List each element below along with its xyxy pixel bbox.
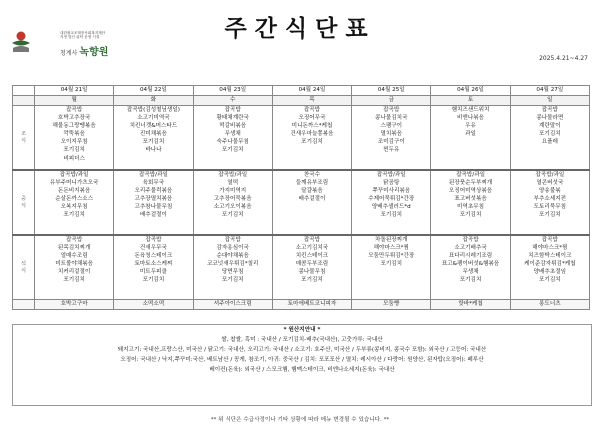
- menu-item: 잡곡밥: [303, 107, 321, 113]
- menu-cell: [114, 170, 193, 235]
- menu-item: 돈육청스테이크: [134, 253, 173, 260]
- menu-item: 해물동그랑땡볶음: [52, 123, 96, 130]
- menu-item: 포기김치: [63, 147, 85, 154]
- menu-item: 돈돈비지볶음: [57, 188, 91, 195]
- weekday-cell: 토: [431, 96, 510, 106]
- menu-item: 건새우마늘쫑볶음: [290, 131, 334, 138]
- meal-label-char: 석: [20, 260, 26, 267]
- menu-item: 포기김치: [142, 277, 165, 284]
- menu-item: 해야마스크*찜: [532, 245, 568, 252]
- menu-item: 비엔나볶음: [457, 115, 485, 122]
- date-cell: 04월 23일: [193, 86, 272, 96]
- menu-item: 계란말이: [539, 123, 561, 130]
- menu-item: 포기김치: [301, 139, 323, 146]
- menu-item: 양배추샐러드*d: [371, 204, 411, 211]
- menu-cell: [35, 170, 114, 235]
- menu-item: 표고버섯볶음: [454, 196, 487, 203]
- snack-cell: 셔주아이스크림: [193, 300, 272, 310]
- menu-item: 된목김치찌개: [57, 245, 91, 252]
- menu-item: 포기김치: [63, 212, 85, 219]
- menu-item: 도토리묵무침: [533, 204, 567, 211]
- menu-item: 포기김치: [221, 277, 244, 284]
- menu-item: 토마토소스케찌: [134, 261, 173, 268]
- menu-item: 우유: [465, 123, 476, 130]
- menu-item: 고추장멸치볶음: [134, 196, 173, 203]
- menu-item: 당면무침: [221, 269, 244, 276]
- menu-cell: [352, 170, 431, 235]
- meal-label: [13, 170, 35, 235]
- snack-cell: 호박고구마: [35, 300, 114, 310]
- menu-item: 케이준감자튀김*케첩: [524, 261, 576, 268]
- meal-label-char: 식: [20, 202, 26, 209]
- facility-name: 청계사 녹향원: [60, 47, 109, 58]
- menu-cell: [272, 170, 351, 235]
- date-cell: 04월 22일: [114, 86, 193, 96]
- menu-item: 양배추초절임: [533, 269, 567, 276]
- menu-item: 잡곡밥: [383, 107, 400, 113]
- menu-item: 오징어무국: [298, 115, 326, 122]
- menu-cell: [35, 106, 114, 171]
- snack-row: [13, 300, 590, 310]
- menu-item: 콩나물라면: [536, 115, 564, 122]
- menu-cell: [114, 235, 193, 300]
- lotus-logo-icon: [10, 30, 32, 54]
- menu-item: 잡곡밥/과일: [59, 172, 89, 178]
- menu-cell: [352, 106, 431, 171]
- menu-cell: [35, 235, 114, 300]
- menu-cell: [510, 170, 589, 235]
- menu-item: 미니돈까스*케첩: [291, 123, 333, 130]
- menu-item: 잡곡밥/과일: [535, 172, 565, 178]
- menu-item: 바나나: [145, 147, 162, 154]
- menu-cell: [352, 235, 431, 300]
- menu-item: 소고기오이볶음: [213, 204, 252, 211]
- menu-item: 콩나물무침: [298, 269, 326, 276]
- menu-item: 오리주물럭볶음: [134, 188, 173, 195]
- menu-item: 잡곡밥/과일: [138, 172, 168, 178]
- meal-row: [13, 170, 590, 235]
- snack-cell: 롱도너츠: [510, 300, 589, 310]
- menu-item: 포기김치: [459, 277, 482, 284]
- menu-item: 진미채볶음: [139, 131, 167, 138]
- corner-cell: [13, 96, 35, 106]
- weekday-cell: 수: [193, 96, 272, 106]
- menu-item: 잡곡밥: [66, 237, 83, 243]
- menu-item: 오복지무침: [60, 204, 88, 211]
- menu-item: 잡곡밥: [145, 237, 162, 243]
- menu-item: 오징어미역상볶음: [448, 188, 493, 195]
- organization-name: 대한불교조계종사회복지재단 지정 법인 위탁 운영 시설: [60, 31, 106, 40]
- origin-info-box: [12, 324, 592, 406]
- menu-item: 치킨스테이크: [295, 253, 329, 260]
- menu-item: 잡곡밥: [303, 237, 321, 243]
- menu-item: 배추겉절이: [298, 196, 326, 203]
- meal-label-char: 중: [20, 195, 26, 202]
- menu-item: 코코넛새우튀김*칠리: [206, 261, 259, 268]
- menu-item: 잡곡밥: [66, 107, 83, 113]
- menu-item: 오이지무침: [60, 139, 88, 146]
- origin-line: 쌀, 찹쌀, 흑미 : 국내산 / 포기김치-배추(국내산), 고춧가루: 국내산: [221, 337, 383, 343]
- menu-item: 부추소세지전: [533, 196, 567, 203]
- meal-label-char: 식: [20, 137, 26, 144]
- menu-item: 포기김치: [301, 277, 323, 284]
- menu-item: 얼매수조림: [60, 253, 88, 260]
- menu-cell: [193, 170, 272, 235]
- menu-item: 소고기미역국: [137, 115, 170, 122]
- menu-item: 잡곡밥: [224, 107, 241, 113]
- menu-item: 숙주나물무침: [216, 139, 249, 146]
- menu-period: 2025.4.21~4.27: [539, 55, 588, 62]
- menu-item: 포기김치: [539, 212, 561, 219]
- menu-item: 표고&팽이버섯&햄볶음: [441, 261, 500, 268]
- menu-item: 치킨너겟&머스타드: [129, 123, 178, 130]
- facility-logo: [10, 30, 150, 56]
- menu-cell: [510, 235, 589, 300]
- weekday-cell: 일: [510, 96, 589, 106]
- menu-item: 감자옹심이국: [216, 245, 249, 252]
- menu-item: 잡곡밥/과일: [218, 172, 248, 178]
- menu-item: 매콤두부조림: [295, 261, 329, 268]
- menu-item: 수제어묵튀김*간장: [368, 196, 415, 203]
- menu-item: 포기김치: [63, 277, 85, 284]
- weekday-cell: 목: [272, 96, 351, 106]
- menu-item: 잡곡밥: [541, 237, 558, 243]
- date-cell: 04월 25일: [352, 86, 431, 96]
- menu-item: 포기김치: [221, 212, 244, 219]
- menu-item: 햄치즈샌드위치: [451, 107, 490, 113]
- menu-item: 달걀볶음: [301, 188, 323, 195]
- menu-item: 무생채: [224, 131, 241, 138]
- origin-line: 돼지고기: 국내산,프랑스산, 미국산 / 닭고기: 국내산, 오리고기: 국내산 / 소고기: 호주산, 미국산 / 두부류(콩비지, 콩국수 포함): 외국산 / 고등어: 국내산: [117, 347, 487, 353]
- menu-item: 미트두피클: [139, 269, 167, 276]
- menu-item: 순살돈까스소스: [55, 196, 94, 203]
- origin-header: * 원산지안내 *: [283, 327, 321, 333]
- menu-item: 포기김치: [380, 212, 403, 219]
- menu-item: 떡갈비볶음: [219, 123, 247, 130]
- menu-item: 포기김치: [221, 147, 244, 154]
- menu-item: 잡곡밥: [224, 237, 241, 243]
- menu-item: 순대야채볶음: [216, 253, 249, 260]
- menu-item: 유부주머니가츠오국: [49, 180, 99, 187]
- menu-item: 무생채: [462, 269, 479, 276]
- menu-item: 찐두유: [383, 147, 400, 154]
- menu-item: 고추장어묵볶음: [213, 196, 252, 203]
- menu-item: 포기김치: [539, 131, 561, 138]
- meal-row: [13, 235, 590, 300]
- weekday-cell: 화: [114, 96, 193, 106]
- snack-cell: 소떡소떡: [114, 300, 193, 310]
- date-cell: 04월 21일: [35, 86, 114, 96]
- menu-item: 해야마스크*찜: [373, 245, 409, 252]
- meal-label-char: 식: [20, 267, 26, 274]
- menu-cell: [272, 106, 351, 171]
- weekly-menu-table: [12, 85, 590, 310]
- menu-item: 고추참나물무침: [134, 204, 173, 211]
- menu-item: 건새우무국: [139, 245, 167, 252]
- menu-item: 비피더스: [63, 155, 85, 162]
- menu-item: 열떡: [227, 180, 239, 187]
- menu-item: 된장풋순두부찌개: [448, 180, 493, 187]
- origin-line: 오징어: 국내산 / 낙지,쭈꾸미:국산, 베트남산 / 꽁게, 참조기, 아귀: 중국산 / 김치: 포포포산 / 멸치: 레시아산 / 다랑어: 원양산, 된자탑(오징어): 페루산: [120, 357, 484, 363]
- weekday-cell: 금: [352, 96, 431, 106]
- menu-item: 요플레: [541, 139, 558, 146]
- menu-cell: [272, 235, 351, 300]
- menu-item: 잡곡밥: [541, 107, 558, 113]
- origin-line: 베이컨(돈육): 외국산 / 스모크햄, 햄맥스테이크, 비엔나소세지(돈육): 국내산: [209, 367, 395, 373]
- menu-change-notice: ** 위 식단은 수급사정이나 기타 상황에 따라 메뉴 변경될 수 있습니다. **: [210, 417, 390, 423]
- menu-item: 열콘버섯국: [536, 180, 564, 187]
- menu-item: 포기김치: [380, 261, 403, 268]
- date-row: [13, 86, 590, 96]
- snack-cell: 모둠빵: [352, 300, 431, 310]
- meal-label: [13, 235, 35, 300]
- menu-item: 치즈함박스테이크: [528, 253, 572, 260]
- menu-item: 스팸구이: [380, 123, 403, 130]
- date-cell: 04월 27일: [510, 86, 589, 96]
- menu-item: 표다리시레기조림: [448, 253, 493, 260]
- menu-cell: [193, 106, 272, 171]
- snack-cell: 핫바*케첩: [431, 300, 510, 310]
- page-title: 주간식단표: [224, 15, 376, 42]
- menu-item: 잡곡밥(김성철님생일): [126, 107, 180, 113]
- menu-item: 멸치볶음: [380, 131, 403, 138]
- menu-cell: [114, 106, 193, 171]
- menu-item: 잡곡밥/과일: [456, 172, 485, 178]
- menu-item: 미역초무침: [457, 204, 485, 211]
- menu-item: 황태채계란국: [216, 115, 249, 122]
- menu-item: 소고기김치국: [295, 245, 329, 252]
- menu-item: 호박고추장국: [57, 115, 91, 122]
- menu-item: 모둠만두튀김*간장: [368, 253, 415, 260]
- menu-item: 깍뚝볶음: [63, 131, 85, 138]
- menu-item: 미트볼야채볶음: [55, 261, 94, 268]
- menu-item: 과일: [465, 131, 476, 138]
- menu-item: 들깨유부조림: [295, 180, 329, 187]
- date-cell: 04월 26일: [431, 86, 510, 96]
- menu-item: 콩나물김치국: [375, 115, 408, 122]
- menu-item: 양송불볶: [539, 188, 561, 195]
- menu-item: 육회무국: [142, 180, 165, 187]
- menu-cell: [510, 106, 589, 171]
- menu-item: 포기김치: [459, 212, 482, 219]
- menu-item: 포기김치: [539, 277, 561, 284]
- meal-label: [13, 106, 35, 171]
- menu-cell: [431, 235, 510, 300]
- menu-item: 차돌된장찌개: [375, 237, 408, 243]
- menu-cell: [431, 106, 510, 171]
- meal-row: [13, 106, 590, 171]
- menu-item: 치커리겉절이: [57, 269, 91, 276]
- menu-item: 포기김치: [142, 139, 165, 146]
- menu-item: 잡곡밥: [462, 237, 479, 243]
- menu-item: 쭈꾸미사리볶음: [372, 188, 411, 195]
- menu-item: 조미김구이: [377, 139, 405, 146]
- menu-item: 잡곡밥/과일: [376, 172, 406, 178]
- menu-cell: [431, 170, 510, 235]
- weekday-cell: 월: [35, 96, 114, 106]
- weekday-row: [13, 96, 590, 106]
- menu-item: 배추겉절이: [139, 212, 167, 219]
- corner-cell: [13, 86, 35, 96]
- meal-label-char: 조: [20, 130, 26, 137]
- snack-cell: 토마에베트코니피자: [272, 300, 351, 310]
- snack-label-cell: [13, 300, 35, 310]
- date-cell: 04월 24일: [272, 86, 351, 96]
- menu-item: 닭곰탕: [383, 180, 400, 187]
- menu-item: 소고기배추국: [454, 245, 487, 252]
- menu-item: 가지미역지: [219, 188, 247, 195]
- menu-item: 찬국수: [303, 172, 321, 178]
- menu-cell: [193, 235, 272, 300]
